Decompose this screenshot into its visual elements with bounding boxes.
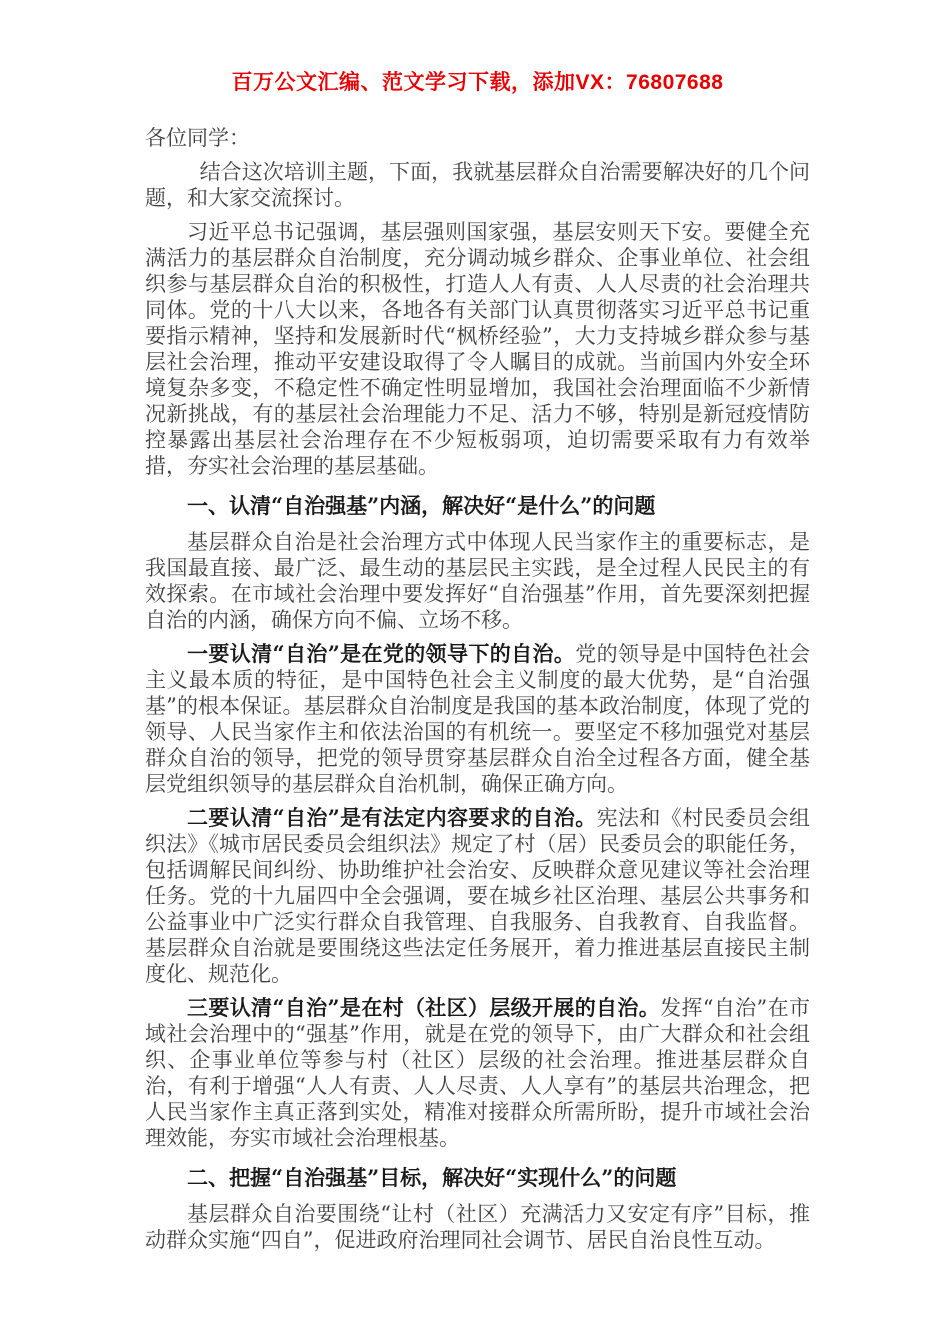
point-1-body-text: 党的领导是中国特色社会主义最本质的特征，是中国特色社会主义制度的最大优势，是“自治强基”的根本保证。基层群众自治制度是我国的基本政治制度，体现了党的领导、人民当家作主和依法治国的有机统一。要坚定不移加强党对基层群众自治的领导，把党的领导贯穿基层群众自治全过程各方面，健全基层党组织领导的基层群众自治机制，确保正确方向。 [145,642,810,796]
point-1-bold-lead: 一要认清“自治”是在党的领导下的自治。 [187,641,576,666]
point-2-bold-lead: 二要认清“自治”是有法定内容要求的自治。 [187,805,597,830]
point-3-bold-lead: 三要认清“自治”是在村（社区）层级开展的自治。 [187,995,661,1020]
section-2-lead-paragraph: 基层群众自治要围绕“让村（社区）充满活力又安定有序”目标，推动群众实施“四自”，促进政府治理同社会调节、居民自治良性互动。 [145,1202,810,1252]
section-2-heading: 二、把握“自治强基”目标，解决好“实现什么”的问题 [187,1165,677,1190]
point-3-paragraph [145,995,810,1151]
section-1-heading: 一、认清“自治强基”内涵，解决好“是什么”的问题 [187,493,656,518]
salutation: 各位同学： [145,126,250,150]
section-1-lead-paragraph: 基层群众自治是社会治理方式中体现人民当家作主的重要标志，是我国最直接、最广泛、最生动的基层民主实践，是全过程人民民主的有效探索。在市域社会治理中要发挥好“自治强基”作用，首先要深刻把握自治的内涵，确保方向不偏、立场不移。 [145,530,810,632]
point-3-body-text: 发挥“自治”在市域社会治理中的“强基”作用，就是在党的领导下，由广大群众和社会组织、企事业单位等参与村（社区）层级的社会治理。推进基层群众自治，有利于增强“人人有责、人人尽责、人人享有”的基层共治理念，把人民当家作主真正落到实处，精准对接群众所需所盼，提升市域社会治理效能，夯实市域社会治理根基。 [145,996,810,1150]
intro-paragraph: 结合这次培训主题，下面，我就基层群众自治需要解决好的几个问题，和大家交流探讨。 [145,160,810,210]
point-2-paragraph [145,805,810,987]
point-1-paragraph [145,641,810,797]
point-2-body-text: 宪法和《村民委员会组织法》《城市居民委员会组织法》规定了村（居）民委员会的职能任务，包括调解民间纠纷、协助维护社会治安、反映群众意见建议等社会治理任务。党的十九届四中全会强调，要在城乡社区治理、基层公共事务和公益事业中广泛实行群众自我管理、自我服务、自我教育、自我监督。基层群众自治就是要围绕这些法定任务展开，着力推进基层直接民主制度化、规范化。 [145,806,810,986]
document-body [145,125,810,1253]
context-paragraph: 习近平总书记强调，基层强则国家强，基层安则天下安。要健全充满活力的基层群众自治制度，充分调动城乡群众、企事业单位、社会组织参与基层群众自治的积极性，打造人人有责、人人尽责的社会治理共同体。党的十八大以来，各地各有关部门认真贯彻落实习近平总书记重要指示精神，坚持和发展新时代“枫桥经验”，大力支持城乡群众参与基层社会治理，推动平安建设取得了令人瞩目的成就。当前国内外安全环境复杂多变，不稳定性不确定性明显增加，我国社会治理面临不少新情况新挑战，有的基层社会治理能力不足、活力不够，特别是新冠疫情防控暴露出基层社会治理存在不少短板弱项，迫切需要采取有力有效举措，夯实社会治理的基层基础。 [145,220,810,478]
header-promo-text: 百万公文汇编、范文学习下载，添加VX：76807688 [231,71,724,94]
